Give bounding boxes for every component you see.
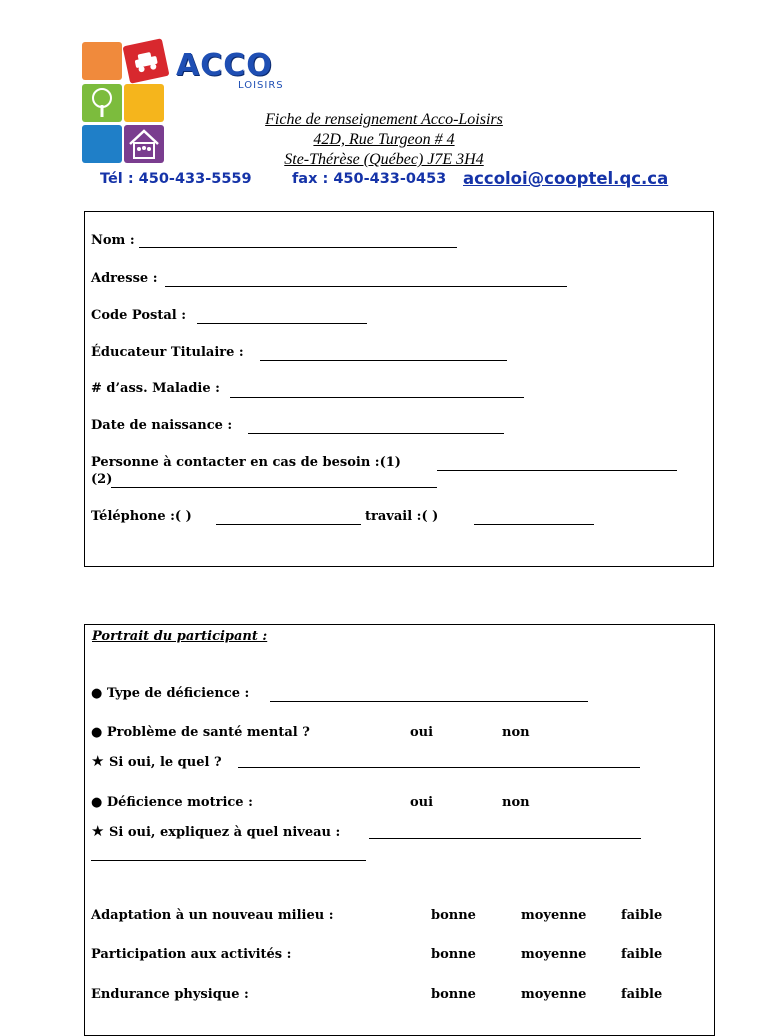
rating-label: Adaptation à un nouveau milieu : [91,908,334,923]
rating-label: Endurance physique : [91,987,249,1002]
email-link[interactable]: accoloi@cooptel.qc.ca [463,169,669,188]
si-oui-niveau-label: Si oui, expliquez à quel niveau : [108,825,341,840]
contact-1-field[interactable] [437,470,677,471]
code-postal-label: Code Postal : [91,308,187,323]
telephone-number: Tél : 450-433-5559 [100,171,252,187]
logo-subtitle: LOISIRS [238,80,284,91]
logo-orange-square [82,42,122,80]
star-icon: ★ [91,822,105,840]
educateur-field[interactable] [260,360,507,361]
bullet-icon: ● [91,725,103,740]
nom-label: Nom : [91,233,135,248]
rating-moyenne-option[interactable]: moyenne [521,987,587,1002]
deficience-motrice-row [91,795,253,810]
si-oui-niveau-field[interactable] [369,838,641,839]
rating-bonne-option[interactable]: bonne [431,908,476,923]
rating-faible-option[interactable]: faible [621,947,663,962]
rating-bonne-option[interactable]: bonne [431,987,476,1002]
portrait-title: Portrait du participant : [92,629,268,644]
star-icon: ★ [91,752,105,770]
naissance-label: Date de naissance : [91,418,233,433]
si-oui-quel-label: Si oui, le quel ? [108,755,222,770]
sante-non-option[interactable]: non [502,725,530,740]
telephone-field[interactable] [216,524,361,525]
code-postal-field[interactable] [197,323,367,324]
sante-oui-option[interactable]: oui [410,725,434,740]
motrice-oui-option[interactable]: oui [410,795,434,810]
rating-moyenne-option[interactable]: moyenne [521,908,587,923]
travail-field[interactable] [474,524,594,525]
fax-number: fax : 450-433-0453 [292,171,447,187]
type-deficience-label: Type de déficience : [106,686,250,701]
rating-faible-option[interactable]: faible [621,987,663,1002]
sante-mentale-label: Problème de santé mental ? [106,725,310,740]
contact-label: Personne à contacter en cas de besoin :(1) [91,455,401,470]
si-oui-niveau-field-continued[interactable] [91,860,366,861]
contact-2-field[interactable] [111,487,437,488]
sante-mentale-row [91,725,310,740]
ass-maladie-field[interactable] [230,397,524,398]
adresse-label: Adresse : [91,271,158,286]
si-oui-quel-row [91,752,222,770]
telephone-label: Téléphone :( ) [91,509,192,524]
si-oui-niveau-row [91,822,340,840]
logo-car-icon [122,38,169,83]
si-oui-quel-field[interactable] [238,767,640,768]
nom-field[interactable] [139,247,457,248]
contact-2-label: (2) [91,472,113,487]
rating-label: Participation aux activités : [91,947,292,962]
deficience-motrice-label: Déficience motrice : [106,795,253,810]
adresse-field[interactable] [165,286,567,287]
travail-label: travail :( ) [365,509,439,524]
rating-moyenne-option[interactable]: moyenne [521,947,587,962]
bullet-icon: ● [91,795,103,810]
type-deficience-field[interactable] [270,701,588,702]
address-line-1: 42D, Rue Turgeon # 4 [313,131,455,148]
bullet-icon: ● [91,686,103,701]
address-line-2: Ste-Thérèse (Québec) J7E 3H4 [284,151,484,168]
ass-maladie-label: # d’ass. Maladie : [91,381,220,396]
naissance-field[interactable] [248,433,504,434]
educateur-label: Éducateur Titulaire : [91,345,244,360]
rating-bonne-option[interactable]: bonne [431,947,476,962]
motrice-non-option[interactable]: non [502,795,530,810]
type-deficience-row [91,686,249,701]
logo-name: ACCO [176,48,273,83]
form-title: Fiche de renseignement Acco-Loisirs [265,111,503,128]
rating-faible-option[interactable]: faible [621,908,663,923]
